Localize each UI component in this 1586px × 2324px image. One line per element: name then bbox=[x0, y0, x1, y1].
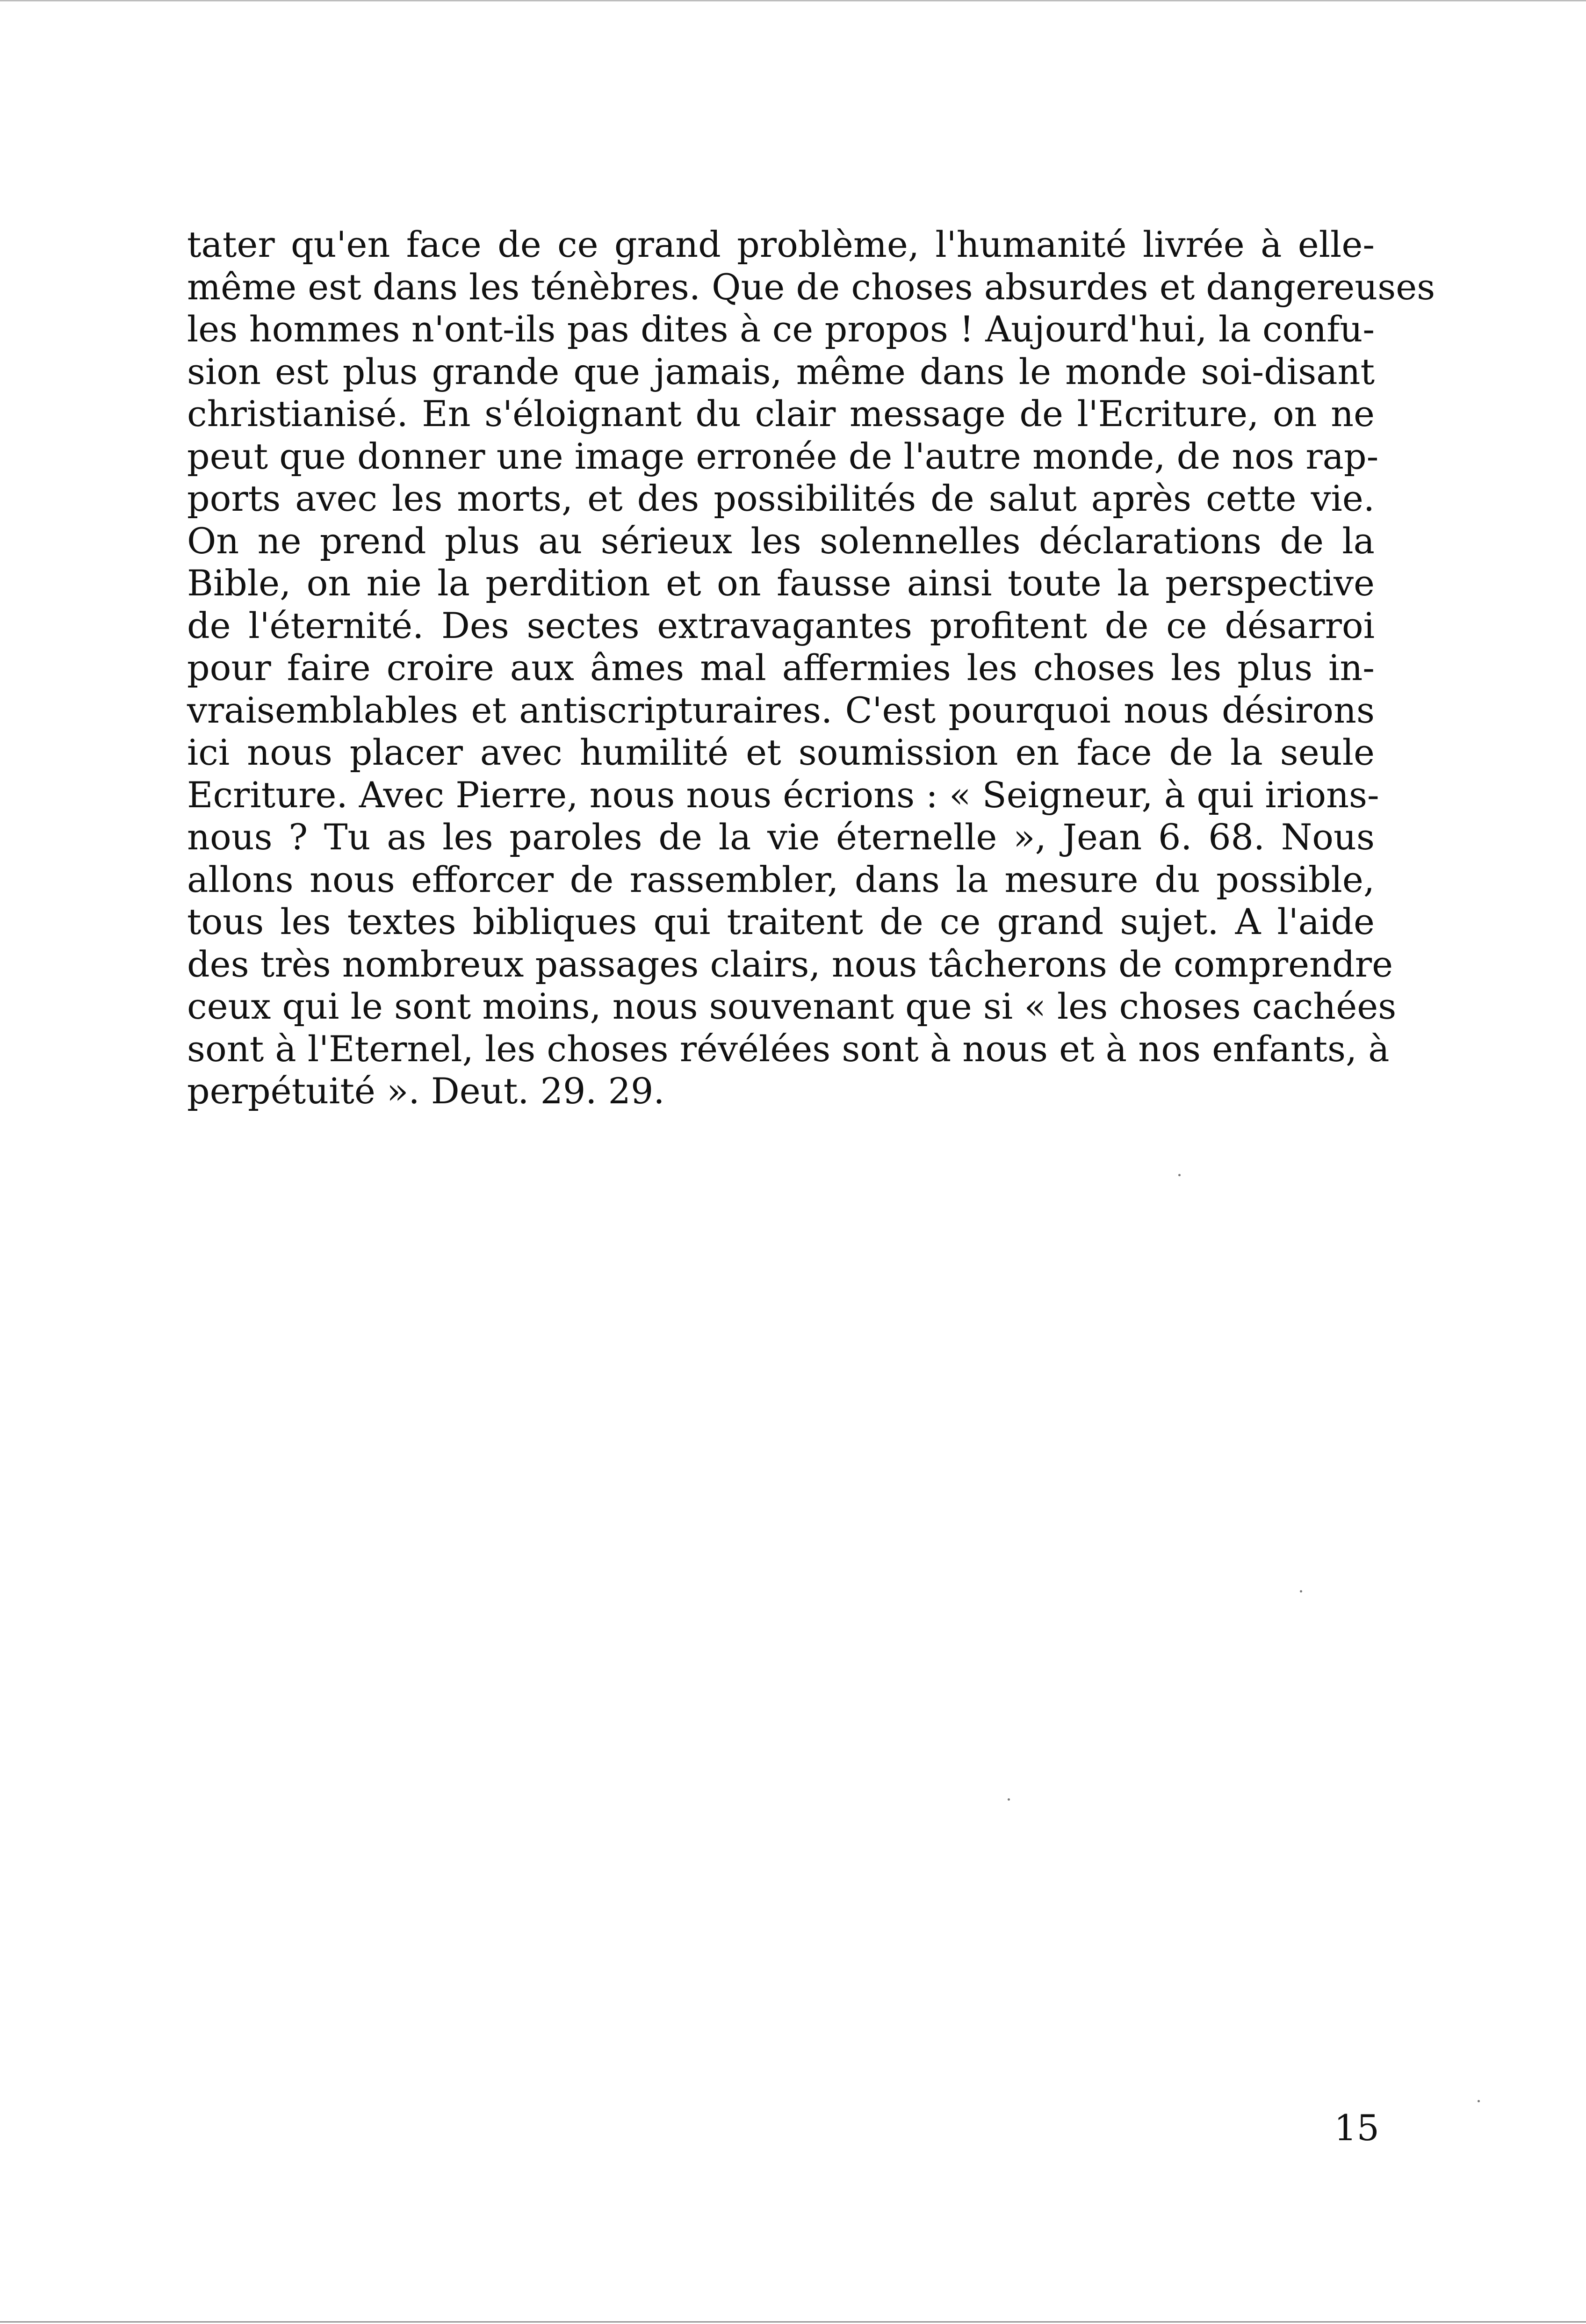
text-line: même est dans les ténèbres. Que de choses absurdes et dangereuses bbox=[187, 266, 1435, 308]
scan-speck bbox=[1178, 1174, 1181, 1176]
text-line: Bible, on nie la perdition et on fausse ainsi toute la perspective bbox=[187, 562, 1375, 604]
text-line: Ecriture. Avec Pierre, nous nous écrions : « Seigneur, à qui irions- bbox=[187, 774, 1379, 816]
page-number: 15 bbox=[1334, 2107, 1379, 2149]
scan-speck bbox=[1300, 1590, 1302, 1593]
text-line: christianisé. En s'éloignant du clair message de l'Ecriture, on ne bbox=[187, 393, 1375, 434]
text-line: vraisemblables et antiscripturaires. C'est pourquoi nous désirons bbox=[187, 689, 1375, 731]
text-line: On ne prend plus au sérieux les solennelles déclarations de la bbox=[187, 520, 1375, 562]
text-line: peut que donner une image erronée de l'autre monde, de nos rap- bbox=[187, 435, 1379, 477]
body-paragraph bbox=[187, 224, 1435, 1113]
bottom-edge-rule bbox=[0, 2321, 1586, 2323]
text-line: ici nous placer avec humilité et soumission en face de la seule bbox=[187, 731, 1375, 773]
text-line: tater qu'en face de ce grand problème, l'humanité livrée à elle- bbox=[187, 224, 1375, 265]
text-line: pour faire croire aux âmes mal affermies les choses les plus in- bbox=[187, 647, 1375, 688]
text-line: ports avec les morts, et des possibilités de salut après cette vie. bbox=[187, 478, 1375, 519]
text-line: sion est plus grande que jamais, même dans le monde soi-disant bbox=[187, 350, 1375, 392]
text-line-last: perpétuité ». Deut. 29. 29. bbox=[187, 1070, 665, 1112]
top-edge-rule bbox=[0, 0, 1586, 1]
scan-speck bbox=[1008, 1798, 1010, 1801]
text-line: des très nombreux passages clairs, nous tâcherons de comprendre bbox=[187, 943, 1393, 985]
text-line: tous les textes bibliques qui traitent de ce grand sujet. A l'aide bbox=[187, 901, 1375, 942]
text-line: nous ? Tu as les paroles de la vie éternelle », Jean 6. 68. Nous bbox=[187, 816, 1375, 858]
text-line: sont à l'Eternel, les choses révélées sont à nous et à nos enfants, à bbox=[187, 1028, 1390, 1070]
text-line: allons nous efforcer de rassembler, dans la mesure du possible, bbox=[187, 858, 1375, 900]
scan-speck bbox=[1478, 2100, 1480, 2102]
text-line: ceux qui le sont moins, nous souvenant que si « les choses cachées bbox=[187, 985, 1397, 1027]
text-line: de l'éternité. Des sectes extravagantes profitent de ce désarroi bbox=[187, 604, 1375, 646]
text-line: les hommes n'ont-ils pas dites à ce propos ! Aujourd'hui, la confu- bbox=[187, 308, 1375, 350]
